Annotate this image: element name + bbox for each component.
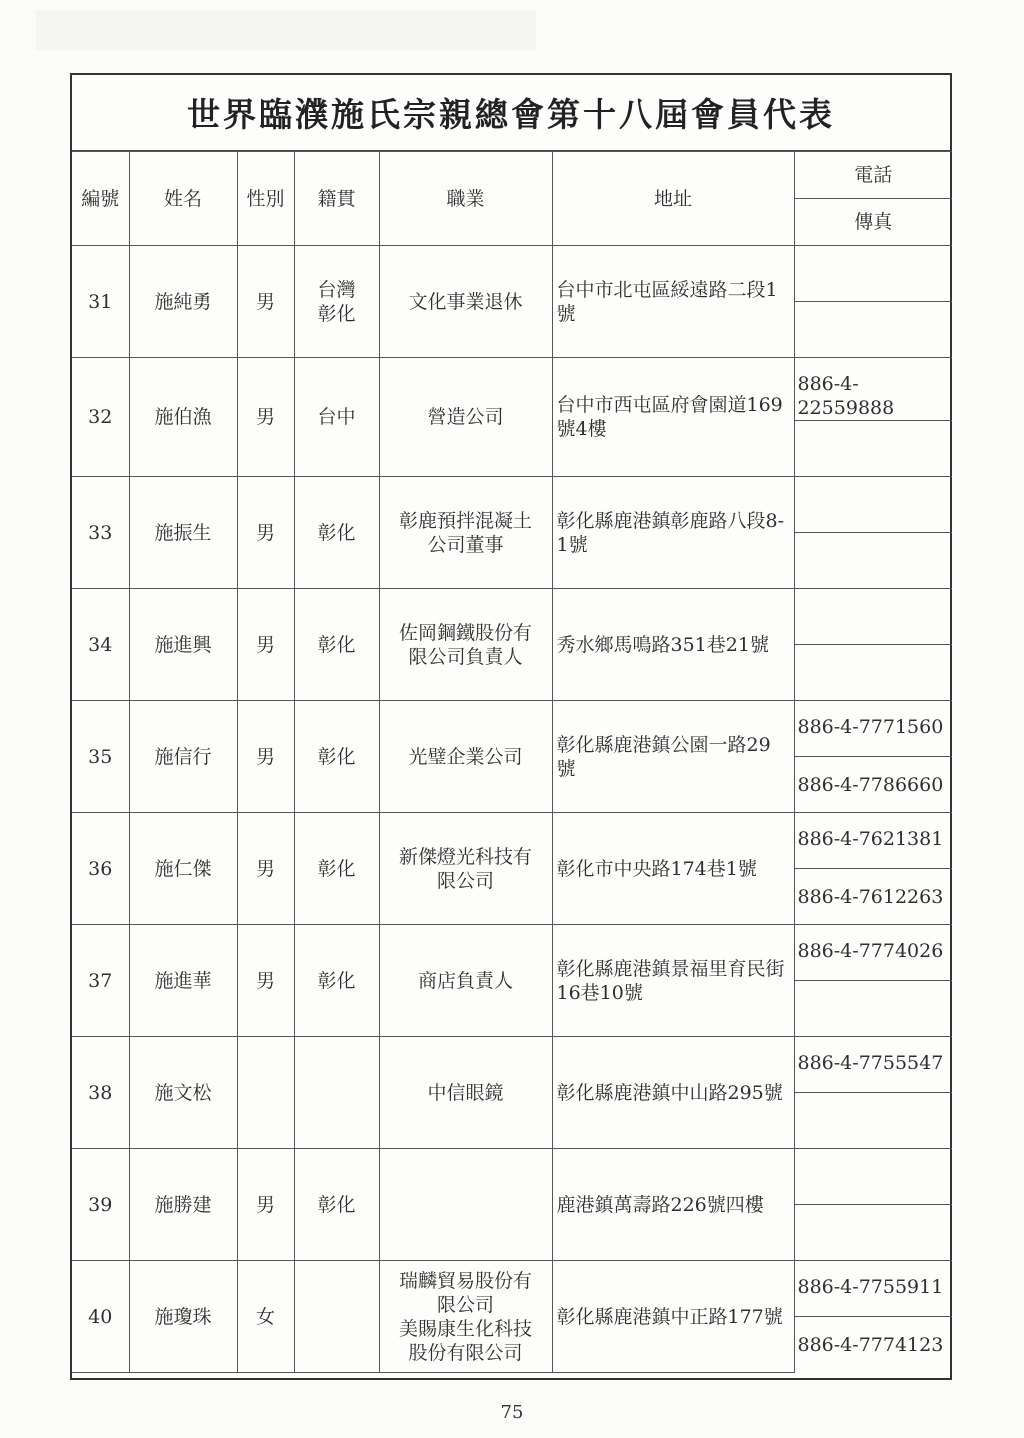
member-no: 33 bbox=[72, 477, 129, 589]
member-address: 鹿港鎮萬壽路226號四樓 bbox=[552, 1149, 794, 1261]
member-gender bbox=[237, 1037, 294, 1149]
member-no: 34 bbox=[72, 589, 129, 701]
member-name: 施文松 bbox=[129, 1037, 237, 1149]
member-occupation: 營造公司 bbox=[379, 358, 552, 477]
member-address: 台中市西屯區府會園道169號4樓 bbox=[552, 358, 794, 477]
member-origin: 彰化 bbox=[294, 813, 379, 925]
page-number: 75 bbox=[500, 1402, 524, 1423]
table-row bbox=[72, 1149, 952, 1205]
member-name: 施進興 bbox=[129, 589, 237, 701]
table-row bbox=[72, 1261, 952, 1317]
member-no: 36 bbox=[72, 813, 129, 925]
member-phone: 886-4-7621381 bbox=[794, 813, 952, 869]
header-name: 姓名 bbox=[129, 152, 237, 246]
scan-artifact bbox=[36, 10, 536, 50]
member-fax bbox=[794, 1093, 952, 1149]
member-gender: 男 bbox=[237, 701, 294, 813]
member-name: 施純勇 bbox=[129, 246, 237, 358]
member-address: 台中市北屯區綏遠路二段1號 bbox=[552, 246, 794, 358]
member-origin: 彰化 bbox=[294, 589, 379, 701]
member-occupation: 瑞麟貿易股份有 限公司 美賜康生化科技 股份有限公司 bbox=[379, 1261, 552, 1373]
member-name: 施進華 bbox=[129, 925, 237, 1037]
member-name: 施瓊珠 bbox=[129, 1261, 237, 1373]
member-gender: 男 bbox=[237, 1149, 294, 1261]
member-phone: 886-4-7771560 bbox=[794, 701, 952, 757]
member-gender: 男 bbox=[237, 813, 294, 925]
member-occupation bbox=[379, 1149, 552, 1261]
member-address: 彰化市中央路174巷1號 bbox=[552, 813, 794, 925]
table-row bbox=[72, 925, 952, 981]
member-gender: 男 bbox=[237, 589, 294, 701]
member-occupation: 中信眼鏡 bbox=[379, 1037, 552, 1149]
member-address: 彰化縣鹿港鎮中正路177號 bbox=[552, 1261, 794, 1373]
table-row bbox=[72, 477, 952, 533]
table-row bbox=[72, 589, 952, 645]
member-occupation: 文化事業退休 bbox=[379, 246, 552, 358]
header-gender: 性別 bbox=[237, 152, 294, 246]
member-phone: 886-4-7755547 bbox=[794, 1037, 952, 1093]
member-gender: 女 bbox=[237, 1261, 294, 1373]
header-occupation: 職業 bbox=[379, 152, 552, 246]
member-phone bbox=[794, 246, 952, 302]
member-no: 31 bbox=[72, 246, 129, 358]
member-table-sheet bbox=[70, 73, 952, 1380]
member-gender: 男 bbox=[237, 477, 294, 589]
member-name: 施仁傑 bbox=[129, 813, 237, 925]
member-phone bbox=[794, 1149, 952, 1205]
member-no: 37 bbox=[72, 925, 129, 1037]
header-origin: 籍貫 bbox=[294, 152, 379, 246]
member-address: 彰化縣鹿港鎮公園一路29號 bbox=[552, 701, 794, 813]
member-address: 彰化縣鹿港鎮彰鹿路八段8-1號 bbox=[552, 477, 794, 589]
member-origin: 台中 bbox=[294, 358, 379, 477]
member-occupation: 彰鹿預拌混凝土 公司董事 bbox=[379, 477, 552, 589]
member-table bbox=[72, 151, 952, 1373]
header-address: 地址 bbox=[552, 152, 794, 246]
member-gender: 男 bbox=[237, 246, 294, 358]
member-fax bbox=[794, 981, 952, 1037]
document-title: 世界臨濮施氏宗親總會第十八屆會員代表 bbox=[72, 75, 950, 151]
header-row bbox=[72, 152, 952, 199]
member-no: 39 bbox=[72, 1149, 129, 1261]
member-gender: 男 bbox=[237, 358, 294, 477]
member-phone bbox=[794, 477, 952, 533]
member-no: 35 bbox=[72, 701, 129, 813]
member-origin: 彰化 bbox=[294, 925, 379, 1037]
member-no: 38 bbox=[72, 1037, 129, 1149]
member-fax bbox=[794, 533, 952, 589]
member-phone: 886-4-7755911 bbox=[794, 1261, 952, 1317]
member-no: 40 bbox=[72, 1261, 129, 1373]
member-no: 32 bbox=[72, 358, 129, 477]
member-address: 彰化縣鹿港鎮景福里育民街16巷10號 bbox=[552, 925, 794, 1037]
member-phone: 886-4-22559888 bbox=[794, 358, 952, 421]
member-fax: 886-4-7774123 bbox=[794, 1317, 952, 1373]
member-fax bbox=[794, 302, 952, 358]
member-origin: 彰化 bbox=[294, 701, 379, 813]
member-fax: 886-4-7786660 bbox=[794, 757, 952, 813]
table-row bbox=[72, 813, 952, 869]
member-fax: 886-4-7612263 bbox=[794, 869, 952, 925]
member-fax bbox=[794, 645, 952, 701]
member-occupation: 商店負責人 bbox=[379, 925, 552, 1037]
member-address: 秀水鄉馬鳴路351巷21號 bbox=[552, 589, 794, 701]
member-origin: 彰化 bbox=[294, 477, 379, 589]
header-phone: 電話 bbox=[794, 152, 952, 199]
member-occupation: 佐岡鋼鐵股份有 限公司負責人 bbox=[379, 589, 552, 701]
member-fax bbox=[794, 421, 952, 477]
member-address: 彰化縣鹿港鎮中山路295號 bbox=[552, 1037, 794, 1149]
table-row bbox=[72, 1037, 952, 1093]
table-row bbox=[72, 246, 952, 302]
table-row bbox=[72, 701, 952, 757]
member-phone: 886-4-7774026 bbox=[794, 925, 952, 981]
table-row bbox=[72, 358, 952, 421]
member-occupation: 新傑燈光科技有 限公司 bbox=[379, 813, 552, 925]
member-origin bbox=[294, 1261, 379, 1373]
member-gender: 男 bbox=[237, 925, 294, 1037]
member-name: 施信行 bbox=[129, 701, 237, 813]
header-fax: 傳真 bbox=[794, 199, 952, 246]
header-no: 編號 bbox=[72, 152, 129, 246]
member-name: 施勝建 bbox=[129, 1149, 237, 1261]
member-fax bbox=[794, 1205, 952, 1261]
member-origin: 台灣 彰化 bbox=[294, 246, 379, 358]
member-origin: 彰化 bbox=[294, 1149, 379, 1261]
member-name: 施振生 bbox=[129, 477, 237, 589]
member-origin bbox=[294, 1037, 379, 1149]
member-occupation: 光璧企業公司 bbox=[379, 701, 552, 813]
member-phone bbox=[794, 589, 952, 645]
member-name: 施伯漁 bbox=[129, 358, 237, 477]
